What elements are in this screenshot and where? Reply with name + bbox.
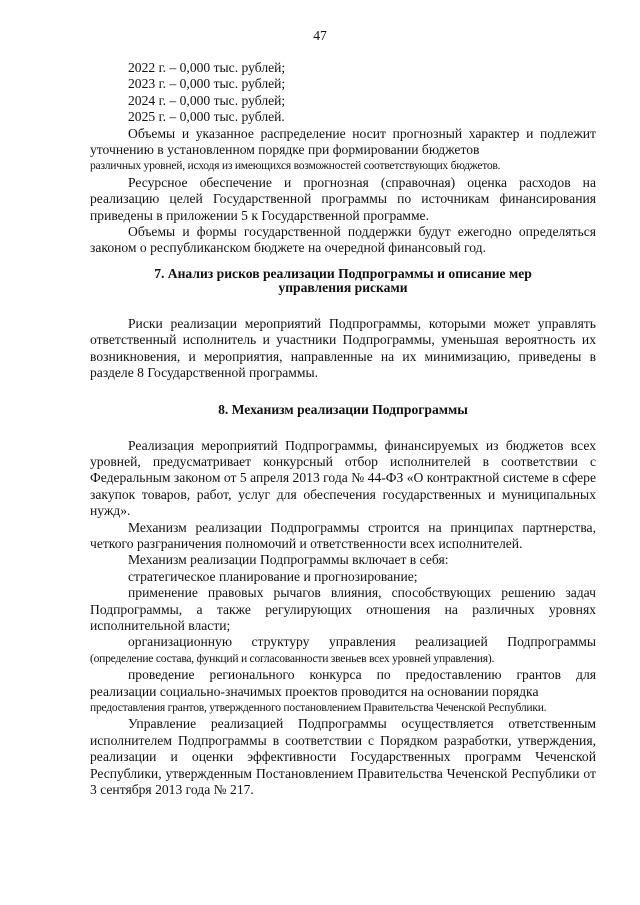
paragraph-management: Управление реализацией Подпрограммы осуществляется ответственным исполнителем Подпрограммы в соответствии с Порядком разработки, утверждения, реализации и оценки эффективности Государственных программ Чеченской Республики, утвержденным Постановлением Правительства Чеченской Республики от 3 сентября 2013 года № 217.: [90, 716, 596, 798]
page-body: [90, 60, 596, 798]
budget-line-2022: 2022 г. – 0,000 тыс. рублей;: [128, 60, 286, 75]
page-number: 47: [313, 28, 327, 43]
paragraph-resources: Ресурсное обеспечение и прогнозная (справочная) оценка расходов на реализацию целей Государственной программы по источникам финансирования приведены в приложении 5 к Государственной программе.: [90, 174, 596, 223]
paragraph-mechanism: Механизм реализации Подпрограммы строится на принципах партнерства, четкого разграничения полномочий и ответственности всех исполнителей.: [90, 519, 596, 551]
budget-line-2025: 2025 г. – 0,000 тыс. рублей.: [128, 109, 285, 125]
budget-line-2023: 2023 г. – 0,000 тыс. рублей;: [128, 76, 286, 92]
list-item-org-continued: (определение состава, функций и согласованности звеньев всех уровней управления).: [90, 651, 495, 665]
list-item-legal: применение правовых рычагов влияния, способствующих решению задач Подпрограммы, а также регулирующих отношения на различных уровнях исполнительной власти;: [90, 585, 596, 633]
paragraph-includes: Механизм реализации Подпрограммы включает в себя:: [128, 552, 449, 568]
list-item-contest-continued: предоставления грантов, утвержденного постановлением Правительства Чеченской Республики.: [90, 701, 547, 714]
paragraph-volumes: Объемы и указанное распределение носит прогнозный характер и подлежит уточнению в установленном порядке при формировании бюджетов: [90, 125, 596, 158]
budget-line-2024: 2024 г. – 0,000 тыс. рублей;: [128, 92, 286, 108]
list-item-contest: проведение регионального конкурса по предоставлению грантов для реализации социально-значимых проектов проводится на основании порядка: [90, 667, 596, 699]
paragraph-risks: Риски реализации мероприятий Подпрограммы, которыми может управлять ответственный исполнитель и участники Подпрограммы, уменьшая вероятность их возникновения, и мероприятия, направленные на их минимизацию, приведены в разделе 8 Государственной программы.: [90, 315, 596, 381]
paragraph-implementation: Реализация мероприятий Подпрограммы, финансируемых из бюджетов всех уровней, предусматривает конкурсный отбор исполнителей в соответствии с Федеральным законом от 5 апреля 2013 года № 44-ФЗ «О контрактной системе в сфере закупок товаров, работ, услуг для обеспечения государственных и муниципальных нужд».: [90, 437, 596, 519]
paragraph-forms: Объемы и формы государственной поддержки будут ежегодно определяться законом о республиканском бюджете на очередной финансовый год.: [90, 224, 596, 256]
section-heading-7: 7. Анализ рисков реализации Подпрограммы и описание мер управления рисками: [154, 265, 532, 295]
list-item-planning: стратегическое планирование и прогнозирование;: [128, 568, 418, 584]
paragraph-volumes-continued: различных уровней, исходя из имеющихся возможностей соответствующих бюджетов.: [90, 159, 501, 173]
section-heading-8: 8. Механизм реализации Подпрограммы: [218, 401, 468, 417]
list-item-org: организационную структуру управления реализацией Подпрограммы: [128, 634, 596, 650]
